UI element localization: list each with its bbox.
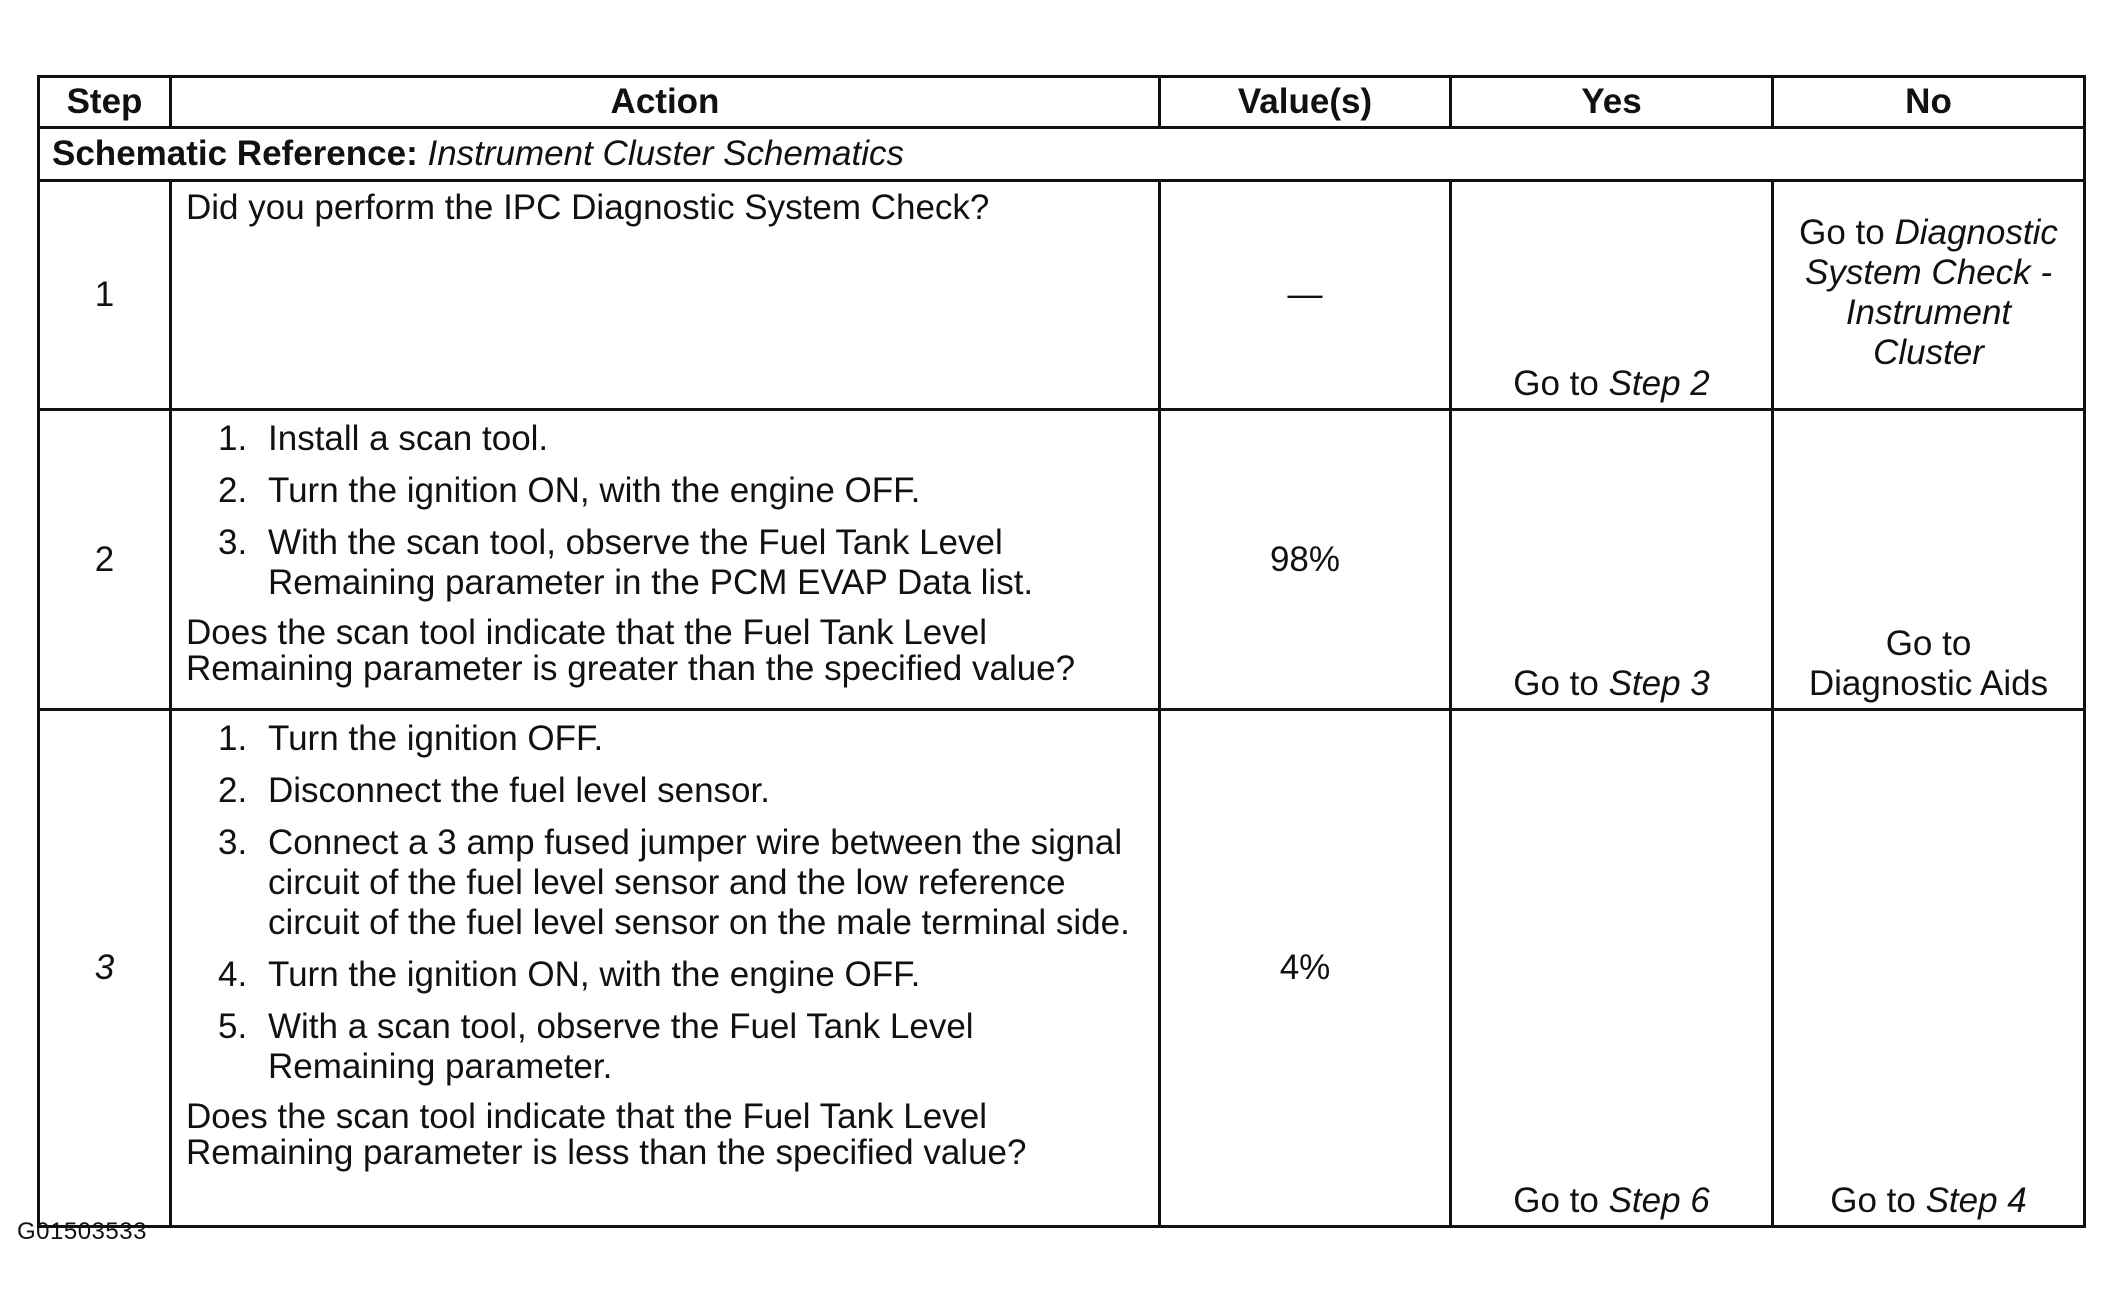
list-item	[186, 823, 1144, 943]
no-step-link[interactable]: Step 4	[1925, 1181, 2027, 1220]
step-number: 3	[39, 710, 171, 1227]
schematic-reference-label: Schematic Reference:	[52, 134, 418, 173]
list-item	[186, 419, 1144, 459]
action-steps-list	[186, 719, 1144, 1087]
yes-cell	[1451, 181, 1773, 410]
no-cell	[1773, 410, 2085, 710]
list-item	[186, 1007, 1144, 1087]
list-item-text: With a scan tool, observe the Fuel Tank Level Remaining parameter.	[268, 1007, 974, 1086]
action-cell	[171, 710, 1160, 1227]
list-item	[186, 523, 1144, 603]
list-item-number: 3.	[218, 823, 248, 862]
value-cell: 98%	[1160, 410, 1451, 710]
list-item-number: 2.	[218, 771, 248, 810]
yes-cell	[1451, 410, 1773, 710]
step-number: 2	[39, 410, 171, 710]
yes-prefix: Go to	[1513, 1181, 1609, 1220]
header-values: Value(s)	[1160, 77, 1451, 128]
diagnostic-table	[37, 75, 2086, 1228]
no-target-diagnostic-aids[interactable]	[1774, 624, 2083, 704]
schematic-reference-cell	[39, 128, 2085, 181]
schematic-reference-row	[39, 128, 2085, 181]
table-header-row	[39, 77, 2085, 128]
header-no: No	[1773, 77, 2085, 128]
list-item-number: 4.	[218, 955, 248, 994]
table-row	[39, 710, 2085, 1227]
table-row	[39, 410, 2085, 710]
action-question: Does the scan tool indicate that the Fuel Tank Level Remaining parameter is less than the specified value?	[186, 1097, 1027, 1172]
action-question: Did you perform the IPC Diagnostic System Check?	[186, 188, 990, 227]
yes-prefix: Go to	[1513, 364, 1609, 403]
no-link-part: Instrument	[1845, 293, 2012, 332]
yes-step-link[interactable]: Step 2	[1608, 364, 1710, 403]
no-line: Diagnostic Aids	[1808, 664, 2049, 703]
list-item-number: 3.	[218, 523, 248, 562]
list-item-number: 5.	[218, 1007, 248, 1046]
list-item-text: Connect a 3 amp fused jumper wire between the signal circuit of the fuel level sensor and the low reference circuit of the fuel level sensor on the male terminal side.	[268, 823, 1130, 942]
no-line: Go to	[1885, 624, 1972, 663]
header-yes: Yes	[1451, 77, 1773, 128]
list-item-text: Turn the ignition OFF.	[268, 719, 604, 758]
list-item	[186, 471, 1144, 511]
list-item-text: With the scan tool, observe the Fuel Tank Level Remaining parameter in the PCM EVAP Data list.	[268, 523, 1034, 602]
list-item-text: Disconnect the fuel level sensor.	[268, 771, 770, 810]
header-step: Step	[39, 77, 171, 128]
no-link-part: Cluster	[1873, 333, 1984, 372]
value-cell: —	[1160, 181, 1451, 410]
action-cell	[171, 410, 1160, 710]
action-question: Does the scan tool indicate that the Fuel Tank Level Remaining parameter is greater than the specified value?	[186, 613, 1076, 688]
value-cell: 4%	[1160, 710, 1451, 1227]
no-prefix: Go to	[1799, 213, 1895, 252]
no-cell	[1773, 181, 2085, 410]
list-item	[186, 955, 1144, 995]
no-link-part: Diagnostic	[1894, 213, 2058, 252]
figure-id: G01503533	[17, 1218, 147, 1245]
table-row	[39, 181, 2085, 410]
schematic-reference-value: Instrument Cluster Schematics	[427, 134, 905, 173]
list-item-number: 1.	[218, 419, 248, 458]
no-cell	[1773, 710, 2085, 1227]
no-link-part: System Check -	[1805, 253, 2052, 292]
list-item-text: Install a scan tool.	[268, 419, 549, 458]
list-item-text: Turn the ignition ON, with the engine OFF.	[268, 955, 921, 994]
list-item	[186, 719, 1144, 759]
action-steps-list	[186, 419, 1144, 603]
no-target-diagnostic-system-check[interactable]	[1774, 213, 2083, 373]
header-action: Action	[171, 77, 1160, 128]
list-item-text: Turn the ignition ON, with the engine OFF.	[268, 471, 921, 510]
list-item-number: 1.	[218, 719, 248, 758]
list-item-number: 2.	[218, 471, 248, 510]
yes-step-link[interactable]: Step 6	[1608, 1181, 1710, 1220]
yes-cell	[1451, 710, 1773, 1227]
yes-step-link[interactable]: Step 3	[1608, 664, 1710, 703]
list-item	[186, 771, 1144, 811]
yes-prefix: Go to	[1513, 664, 1609, 703]
action-cell	[171, 181, 1160, 410]
no-prefix: Go to	[1830, 1181, 1926, 1220]
step-number: 1	[39, 181, 171, 410]
